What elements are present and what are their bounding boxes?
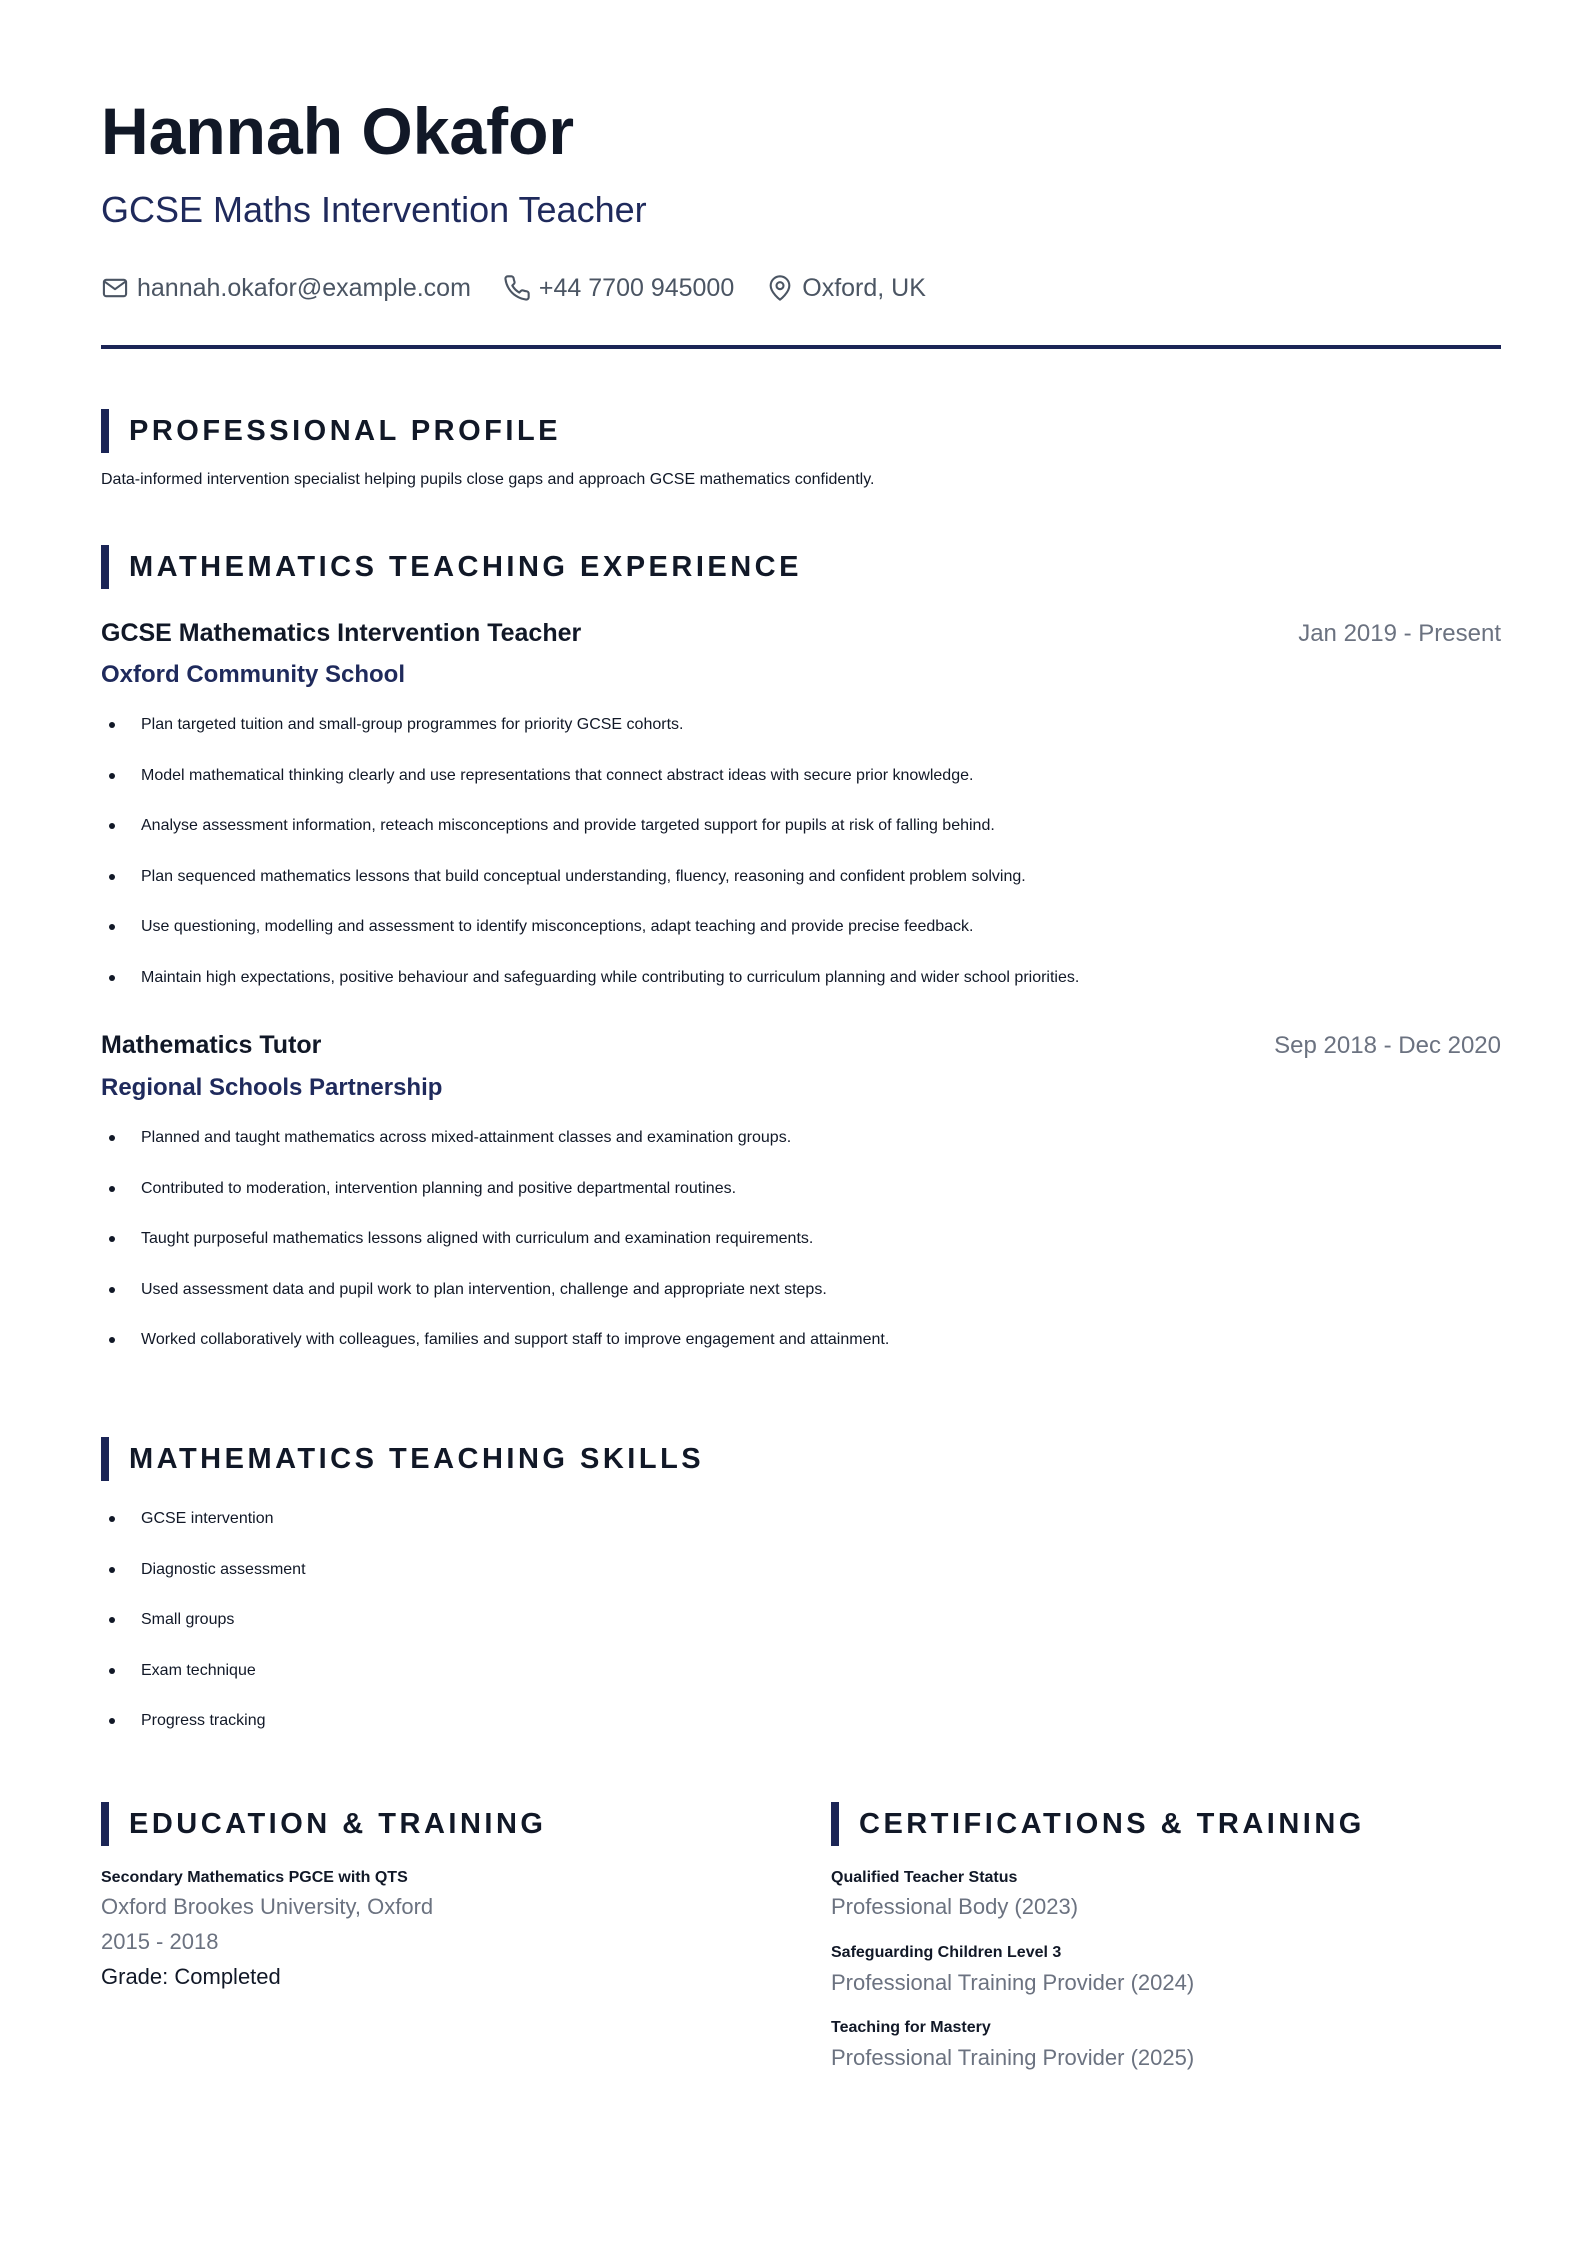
job-organisation: Regional Schools Partnership [101,1074,443,1101]
location-text: Oxford, UK [802,273,926,302]
section-heading-experience [101,545,802,589]
job-dates: Jan 2019 - Present [1298,620,1501,647]
section-title: PROFESSIONAL PROFILE [129,414,562,447]
education-institution: Oxford Brookes University, Oxford [101,1894,434,1919]
list-item: Maintain high expectations, positive behaviour and safeguarding while contributing to curriculum planning and wider school priorities. [101,968,1079,1019]
certification-name: Qualified Teacher Status [831,1869,1018,1886]
list-item: Plan sequenced mathematics lessons that build conceptual understanding, fluency, reasoning and confident problem solving. [101,867,1079,918]
education-grade: Grade: Completed [101,1964,281,1989]
phone-text: +44 7700 945000 [538,273,735,302]
profile-summary: Data-informed intervention specialist helping pupils close gaps and approach GCSE mathematics confidently. [101,471,875,488]
certification-issuer: Professional Body (2023) [831,1894,1079,1919]
section-heading-education [101,1802,546,1846]
section-accent-bar [101,545,109,589]
map-pin-icon [766,274,794,302]
skill-item: Small groups [101,1610,306,1661]
certification-name: Teaching for Mastery [831,2019,991,2036]
skill-item: Progress tracking [101,1711,306,1762]
list-item: Model mathematical thinking clearly and use representations that connect abstract ideas with secure prior knowledge. [101,766,1079,817]
list-item: Use questioning, modelling and assessment to identify misconceptions, adapt teaching and provide precise feedback. [101,917,1079,968]
mail-icon [101,274,129,302]
list-item: Taught purposeful mathematics lessons aligned with curriculum and examination requirements. [101,1229,889,1280]
section-heading-profile [101,409,561,453]
skills-list [101,1509,306,1762]
list-item: Contributed to moderation, intervention planning and positive departmental routines. [101,1179,889,1230]
skill-item: Diagnostic assessment [101,1560,306,1611]
job-organisation: Oxford Community School [101,661,406,688]
contact-bar [101,270,958,306]
list-item: Plan targeted tuition and small-group programmes for priority GCSE cohorts. [101,715,1079,766]
candidate-headline: GCSE Maths Intervention Teacher [101,189,647,230]
skill-item: GCSE intervention [101,1509,306,1560]
contact-email[interactable] [101,274,471,303]
job-bullet-list [101,1128,889,1381]
contact-location [766,274,926,303]
job-bullet-list [101,715,1079,1018]
list-item: Used assessment data and pupil work to plan intervention, challenge and appropriate next steps. [101,1280,889,1331]
section-title: MATHEMATICS TEACHING EXPERIENCE [129,550,802,583]
list-item: Planned and taught mathematics across mixed-attainment classes and examination groups. [101,1128,889,1179]
section-heading-certifications [831,1802,1365,1846]
contact-phone[interactable] [503,274,734,303]
job-title: Mathematics Tutor [101,1031,322,1059]
section-title: EDUCATION & TRAINING [129,1807,547,1840]
certification-issuer: Professional Training Provider (2025) [831,2045,1195,2070]
phone-icon [503,274,531,302]
section-accent-bar [831,1802,839,1846]
section-title: CERTIFICATIONS & TRAINING [859,1807,1365,1840]
candidate-name: Hannah Okafor [101,94,575,168]
certification-name: Safeguarding Children Level 3 [831,1944,1062,1961]
header-divider [101,345,1501,349]
education-qualification: Secondary Mathematics PGCE with QTS [101,1869,408,1886]
section-accent-bar [101,1802,109,1846]
list-item: Worked collaboratively with colleagues, families and support staff to improve engagement and attainment. [101,1330,889,1381]
list-item: Analyse assessment information, reteach misconceptions and provide targeted support for pupils at risk of falling behind. [101,816,1079,867]
job-title: GCSE Mathematics Intervention Teacher [101,619,582,647]
certification-issuer: Professional Training Provider (2024) [831,1970,1195,1995]
section-title: MATHEMATICS TEACHING SKILLS [129,1442,705,1475]
section-accent-bar [101,1437,109,1481]
education-years: 2015 - 2018 [101,1929,219,1954]
job-dates: Sep 2018 - Dec 2020 [1274,1032,1501,1059]
section-heading-skills [101,1437,704,1481]
skill-item: Exam technique [101,1661,306,1712]
email-text: hannah.okafor@example.com [137,273,471,302]
section-accent-bar [101,409,109,453]
